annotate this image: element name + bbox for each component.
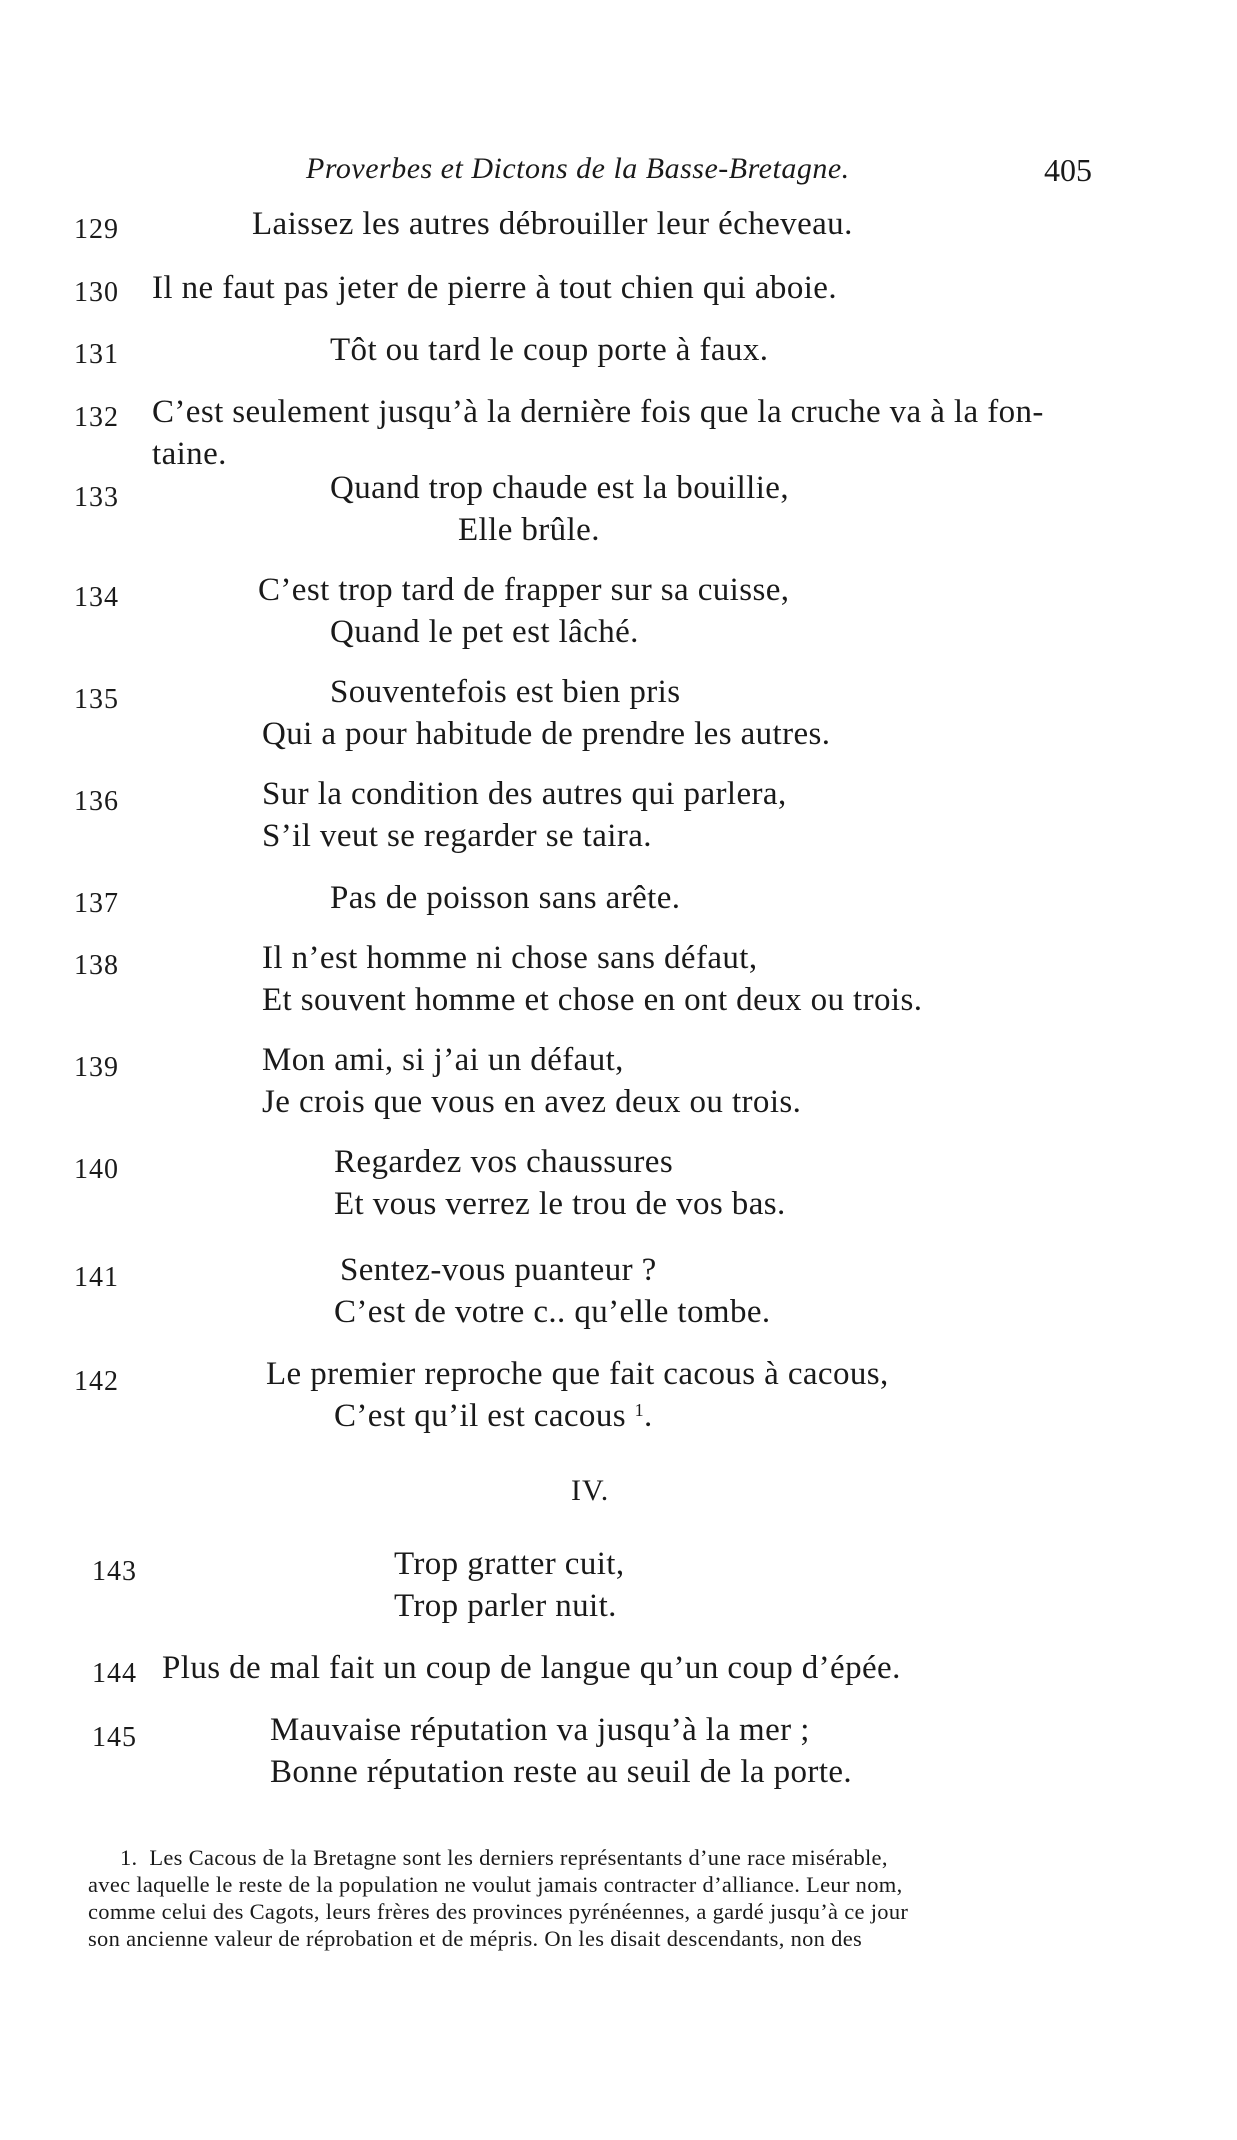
proverb-number: 144 (92, 1658, 137, 1689)
proverb-line: Il ne faut pas jeter de pierre à tout chien qui aboie. (152, 270, 837, 306)
proverb-line: Bonne réputation reste au seuil de la porte. (270, 1754, 853, 1790)
proverb-number: 134 (74, 582, 119, 613)
proverb-number: 136 (74, 786, 119, 817)
footnote-line: son ancienne valeur de réprobation et de mépris. On les disait descendants, non des (88, 1926, 863, 1951)
proverb-number: 137 (74, 888, 119, 919)
footnote-line: comme celui des Cagots, leurs frères des provinces pyrénéennes, a gardé jusqu’à ce jour (88, 1899, 909, 1924)
proverb-line: Je crois que vous en avez deux ou trois. (262, 1084, 802, 1120)
proverb-line: Regardez vos chaussures (334, 1144, 674, 1180)
proverb-line: Souventefois est bien pris (330, 674, 681, 710)
proverb-line: Elle brûle. (458, 512, 600, 548)
proverb-line: Quand trop chaude est la bouillie, (330, 470, 789, 506)
proverb-number: 132 (74, 402, 119, 433)
proverb-line: Tôt ou tard le coup porte à faux. (330, 332, 769, 368)
section-heading: IV. (571, 1474, 610, 1507)
proverb-line: Laissez les autres débrouiller leur écheveau. (252, 206, 853, 242)
proverb-line: Et souvent homme et chose en ont deux ou trois. (262, 982, 923, 1018)
page-number: 405 (1044, 152, 1092, 188)
proverb-line: Trop gratter cuit, (394, 1546, 625, 1582)
proverb-line: S’il veut se regarder se taira. (262, 818, 652, 854)
proverb-line: Mon ami, si j’ai un défaut, (262, 1042, 624, 1078)
proverb-line: Pas de poisson sans arête. (330, 880, 681, 916)
proverb-number: 141 (74, 1262, 119, 1293)
proverb-line: Trop parler nuit. (394, 1588, 617, 1624)
proverb-number: 133 (74, 482, 119, 513)
proverb-line: taine. (152, 436, 227, 472)
proverb-number: 138 (74, 950, 119, 981)
proverb-line: Quand le pet est lâché. (330, 614, 639, 650)
proverb-number: 145 (92, 1722, 137, 1753)
footnote-line (88, 1844, 1118, 1871)
proverb-line: Sur la condition des autres qui parlera, (262, 776, 787, 812)
proverb-number: 135 (74, 684, 119, 715)
proverb-line: C’est seulement jusqu’à la dernière fois que la cruche va à la fon- (152, 394, 1044, 430)
proverb-number: 129 (74, 214, 119, 245)
footnote-marker: 1. (120, 1845, 138, 1870)
proverb-line: C’est de votre c.. qu’elle tombe. (334, 1294, 771, 1330)
proverb-number: 143 (92, 1556, 137, 1587)
proverb-line: C’est qu’il est cacous $^1$. (334, 1398, 653, 1434)
proverb-line: Et vous verrez le trou de vos bas. (334, 1186, 786, 1222)
footnote-line: avec laquelle le reste de la population ne voulut jamais contracter d’alliance. Leur nom, (88, 1872, 903, 1897)
proverb-line: Le premier reproche que fait cacous à cacous, (266, 1356, 889, 1392)
proverb-line: Mauvaise réputation va jusqu’à la mer ; (270, 1712, 810, 1748)
footnote-text: Les Cacous de la Bretagne sont les derniers représentants d’une race misérable, (149, 1845, 888, 1870)
proverb-line: C’est trop tard de frapper sur sa cuisse, (258, 572, 790, 608)
proverb-line: Qui a pour habitude de prendre les autres. (262, 716, 831, 752)
proverb-number: 139 (74, 1052, 119, 1083)
proverb-number: 130 (74, 277, 119, 308)
proverb-line: Il n’est homme ni chose sans défaut, (262, 940, 758, 976)
proverb-line: Plus de mal fait un coup de langue qu’un coup d’épée. (162, 1650, 901, 1686)
footnote-reference: 1 (634, 1400, 645, 1420)
footnote (88, 1844, 1118, 1952)
proverb-line: Sentez-vous puanteur ? (340, 1252, 657, 1288)
proverb-number: 142 (74, 1366, 119, 1397)
proverb-number: 131 (74, 339, 119, 370)
running-title: Proverbes et Dictons de la Basse-Bretagne. (306, 152, 850, 185)
proverb-number: 140 (74, 1154, 119, 1185)
proverb-line-text: C’est qu’il est cacous (334, 1398, 626, 1434)
